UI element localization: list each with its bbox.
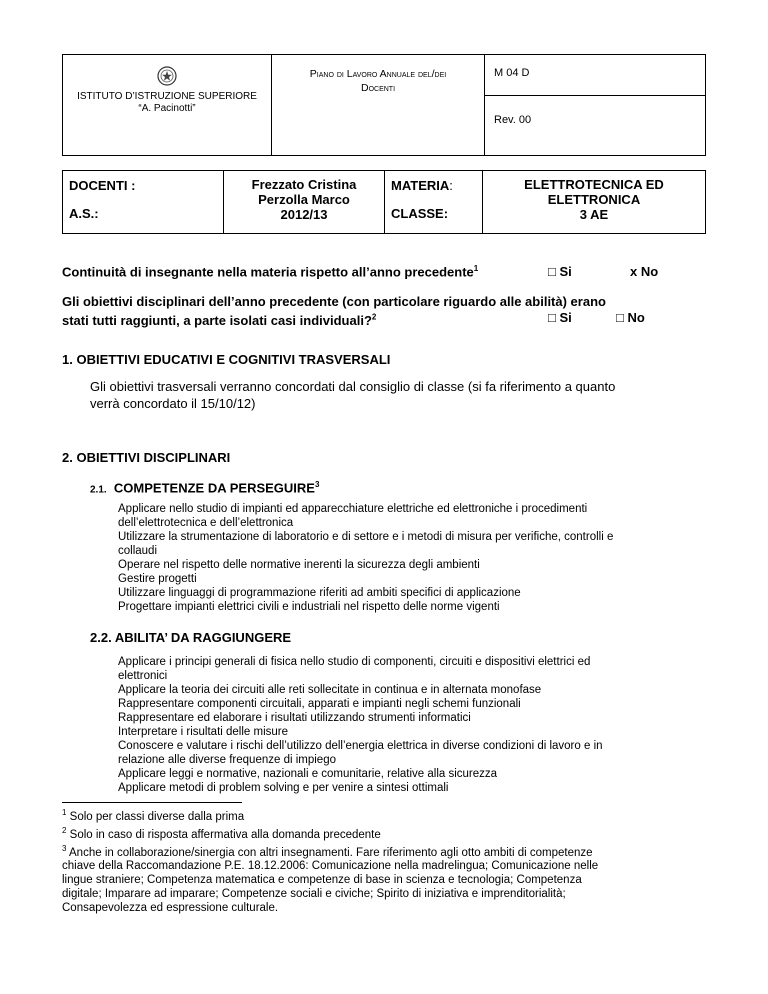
list-item: Gestire progetti — [118, 573, 197, 585]
info-table — [62, 170, 706, 234]
institute-cell — [63, 55, 272, 156]
section-1-title: 1. OBIETTIVI EDUCATIVI E COGNITIVI TRASVERSALI — [62, 352, 391, 367]
competenze-list — [118, 502, 718, 614]
list-item: Rappresentare componenti circuitali, apparati e impianti negli schemi funzionali — [118, 698, 521, 710]
doc-code: M 04 D — [494, 67, 530, 79]
list-item: dell’elettrotecnica e dell’elettronica — [118, 517, 294, 529]
list-item: elettronici — [118, 670, 168, 682]
subject-labels-cell: MATERIA: CLASSE: — [385, 171, 483, 234]
class-name: 3 AE — [579, 207, 609, 222]
list-item: Interpretare i risultati delle misure — [118, 726, 289, 738]
classe-label: CLASSE: — [391, 206, 449, 221]
list-item: Applicare nello studio di impianti ed apparecchiature elettriche ed elettroniche i procedimenti — [118, 503, 588, 515]
subsection-2-2-title: 2.2. ABILITA’ DA RAGGIUNGERE — [90, 630, 292, 645]
list-item: Operare nel rispetto delle normative inerenti la sicurezza degli ambienti — [118, 559, 480, 571]
docenti-label: DOCENTI : — [69, 178, 136, 193]
objectives-yes-checkbox[interactable]: □ Si — [548, 310, 572, 325]
list-item: Progettare impianti elettrici civili e industriali nel rispetto delle norme vigenti — [118, 601, 500, 613]
footnote-2: $^2$ Solo in caso di risposta affermativa alla domanda precedente — [62, 825, 381, 841]
subject-name: ELETTRONICA — [547, 192, 641, 207]
institute-name: ISTITUTO D’ISTRUZIONE SUPERIORE — [77, 91, 257, 102]
list-item: relazione alle diverse frequenze di impiego — [118, 754, 336, 766]
list-item: Applicare i principi generali di fisica nello studio di componenti, circuiti e dispositivi elettrici ed — [118, 656, 591, 668]
school-year: 2012/13 — [280, 207, 328, 222]
abilita-list — [118, 655, 718, 795]
list-item: Conoscere e valutare i rischi dell’utilizzo dell’energia elettrica in diverse condizioni di lavoro e in — [118, 740, 603, 752]
revision-cell — [485, 96, 706, 156]
list-item: Utilizzare linguaggi di programmazione riferiti ad ambiti specifici di applicazione — [118, 587, 521, 599]
list-item: collaudi — [118, 545, 157, 557]
labels-cell — [63, 171, 224, 234]
teacher-name: Perzolla Marco — [258, 192, 350, 207]
materia-label: MATERIA — [391, 178, 450, 193]
list-item: Applicare la teoria dei circuiti alle reti sollecitate in continua e in alternata monofase — [118, 684, 542, 696]
list-item: Applicare metodi di problem solving e per venire a sintesi ottimali — [118, 782, 449, 794]
as-label: A.S.: — [69, 206, 99, 221]
footnote-1: $^1$ Solo per classi diverse dalla prima — [62, 808, 245, 823]
teachers-cell — [224, 171, 385, 234]
doc-code-cell — [485, 55, 706, 96]
footnotes: $^1$ Solo per classi diverse dalla prima $^2$ Solo in caso di risposta affermativa alla domanda precedente $^3$ Anche in collaborazione/sinergia con altri insegnamenti. Fare riferimento agli otto ambiti di competenze chiave della Raccomandazione P.E. 18.12.2006: Comunicazione nella madrelingua; Comunicazione nelle lingue straniere; Competenza matematica e competenze di base in scienza e tecnologia; Competenza digitale; Imparare ad imparare; Competenze sociali e civiche; Spirito di iniziativa e imprenditorialità; Consapevolezza ed espressione culturale. — [62, 806, 712, 915]
list-item: Rappresentare ed elaborare i risultati utilizzando strumenti informatici — [118, 712, 471, 724]
footnote-3: $^3$ Anche in collaborazione/sinergia con altri insegnamenti. Fare riferimento agli otto ambiti di competenze — [62, 843, 593, 859]
doc-revision: Rev. 00 — [494, 114, 532, 126]
subject-name: ELETTROTECNICA ED — [524, 177, 664, 192]
plan-title-cell — [272, 55, 485, 156]
footnote-divider — [62, 802, 242, 803]
republic-emblem-icon — [156, 65, 178, 87]
continuity-question: Continuità di insegnante nella materia rispetto all’anno precedente$^1$ — [62, 264, 479, 280]
teacher-name: Frezzato Cristina — [251, 177, 357, 192]
institute-subname: “A. Pacinotti” — [138, 103, 196, 114]
section-2-title: 2. OBIETTIVI DISCIPLINARI — [62, 450, 231, 465]
objectives-no-checkbox[interactable]: □ No — [616, 310, 645, 325]
plan-title: Piano di Lavoro Annuale del/dei Docenti — [309, 68, 447, 94]
previous-objectives-question: Gli obiettivi disciplinari dell’anno precedente (con particolare riguardo alle abilità) erano stati tutti raggiunti, a parte isolati casi individuali?$^2$ — [62, 294, 606, 329]
subsection-2-1-title: 2.1. COMPETENZE DA PERSEGUIRE$^3$ — [90, 480, 320, 496]
list-item: Applicare leggi e normative, nazionali e comunitarie, relative alla sicurezza — [118, 768, 498, 780]
subject-cell — [483, 171, 706, 234]
list-item: Utilizzare la strumentazione di laboratorio e di settore e i metodi di misura per verifiche, controlli e — [118, 531, 614, 543]
continuity-no-checkbox[interactable]: x No — [630, 264, 659, 279]
document-header — [62, 54, 706, 156]
continuity-yes-checkbox[interactable]: □ Si — [548, 264, 572, 279]
section-1-text: Gli obiettivi trasversali verranno concordati dal consiglio di classe (si fa riferimento a quanto verrà concordato il 15/10/12) — [90, 379, 616, 411]
